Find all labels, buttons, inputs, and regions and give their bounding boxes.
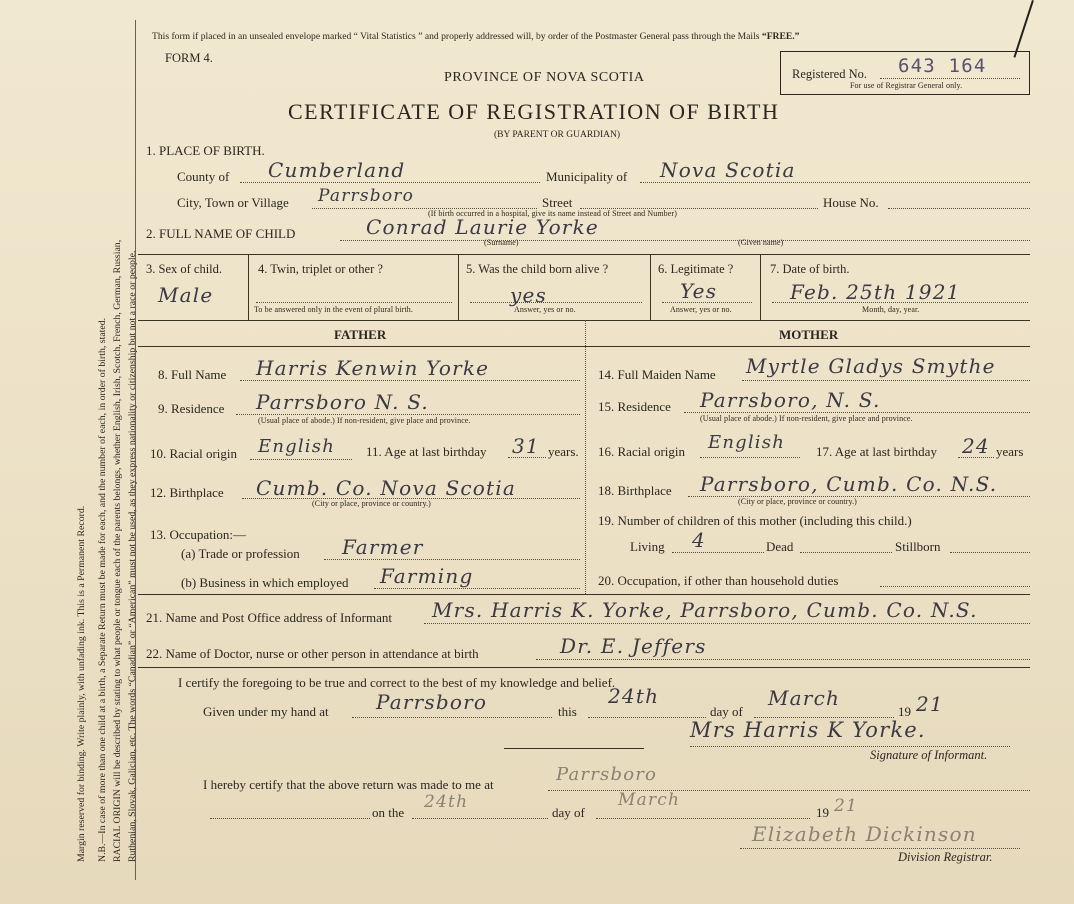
sex-value: Male	[158, 283, 214, 307]
mother-children-label: 19. Number of children of this mother (including this child.)	[598, 513, 912, 528]
father-age-label: 11. Age at last birthday	[366, 444, 487, 459]
mother-age-value: 24	[962, 434, 990, 458]
father-trade-line	[324, 559, 580, 560]
living-line	[672, 552, 764, 553]
given-day-line	[588, 717, 706, 718]
box-divider-3	[650, 254, 651, 320]
mother-residence-label: 15. Residence	[598, 399, 671, 414]
certify-top-rule	[138, 667, 1030, 668]
given-month-value: March	[768, 686, 841, 710]
city-value: Parrsboro	[318, 186, 415, 206]
mother-residence-value: Parrsboro, N. S.	[700, 388, 881, 412]
father-heading: FATHER	[334, 327, 387, 342]
margin-note-binding: Margin reserved for binding. Write plainly, with unfading ink. This is a Permanent Record.	[76, 505, 87, 862]
living-label: Living	[630, 539, 665, 554]
mother-name-label: 14. Full Maiden Name	[598, 367, 716, 382]
box-divider-1	[248, 254, 249, 320]
legitimate-note: Answer, yes or no.	[670, 305, 732, 314]
informant-signature: Mrs Harris K Yorke.	[690, 718, 926, 742]
form-number: FORM 4.	[165, 51, 213, 65]
father-birthplace-label: 12. Birthplace	[150, 485, 224, 500]
registered-note: For use of Registrar General only.	[850, 81, 963, 90]
mother-race-value: English	[708, 432, 785, 453]
father-business-label: (b) Business in which employed	[181, 575, 349, 590]
father-trade-value: Farmer	[342, 535, 424, 559]
page-title: CERTIFICATE OF REGISTRATION OF BIRTH	[288, 99, 780, 124]
mother-occupation-label: 20. Occupation, if other than household duties	[598, 573, 839, 588]
municipality-label: Municipality of	[546, 169, 628, 184]
registrar-signature-label: Division Registrar.	[898, 850, 993, 864]
county-value: Cumberland	[268, 158, 406, 182]
free-mark: “FREE.”	[761, 31, 800, 42]
father-birthplace-note: (City or place, province or country.)	[312, 499, 431, 508]
alive-note: Answer, yes or no.	[514, 305, 576, 314]
registrar-day-line	[412, 818, 548, 819]
registrar-statement: I hereby certify that the above return was made to me at	[203, 777, 494, 792]
father-business-value: Farming	[380, 564, 474, 588]
doctor-line	[536, 659, 1030, 660]
father-name-value: Harris Kenwin Yorke	[256, 356, 490, 380]
mother-heading: MOTHER	[779, 327, 839, 342]
registrar-on-label: on the	[372, 805, 405, 820]
page-subtitle: (BY PARENT OR GUARDIAN)	[494, 130, 621, 140]
father-occupation-label: 13. Occupation:—	[150, 527, 247, 542]
child-name-line	[340, 240, 1030, 241]
stillborn-line	[950, 552, 1030, 553]
parents-divider	[585, 320, 586, 594]
mother-race-label: 16. Racial origin	[598, 444, 686, 459]
municipality-value: Nova Scotia	[660, 158, 796, 182]
registrar-signature: Elizabeth Dickinson	[752, 822, 977, 846]
registered-label: Registered No.	[792, 67, 867, 81]
twin-note: To be answered only in the event of plural birth.	[254, 305, 413, 314]
surname-note: (Surname)	[484, 238, 519, 247]
legitimate-value: Yes	[680, 279, 718, 303]
registrar-place-value: Parrsboro	[556, 764, 658, 785]
registrar-year-prefix: 19	[816, 805, 829, 820]
mother-name-line	[742, 380, 1030, 381]
registered-line	[880, 78, 1020, 79]
box-divider-4	[760, 254, 761, 320]
street-label: Street	[542, 195, 573, 210]
living-value: 4	[692, 528, 706, 552]
registered-number: 643 164	[898, 55, 987, 77]
father-birthplace-value: Cumb. Co. Nova Scotia	[256, 476, 516, 500]
father-race-label: 10. Racial origin	[150, 446, 238, 461]
father-age-value: 31	[512, 434, 540, 458]
margin-note-racial-origin: RACIAL ORIGIN will be described by stating to what people or tongue each of the parents belongs, whether English, Irish, Scotch, French, German, Russian,	[112, 239, 123, 862]
mother-occupation-line	[880, 586, 1030, 587]
postal-note-text: This form if placed in an unsealed envelope marked “ Vital Statistics ” and properly addressed will, by order of the Postmaster General pass through the Mails	[152, 31, 760, 42]
child-name-label: 2. FULL NAME OF CHILD	[146, 226, 296, 241]
mother-age-label: 17. Age at last birthday	[816, 444, 937, 459]
row-bottom-rule	[138, 320, 1030, 321]
informant-signature-label: Signature of Informant.	[870, 748, 988, 762]
parents-bottom-rule	[138, 594, 1030, 595]
given-label: Given under my hand at	[203, 704, 329, 719]
day-of-label: day of	[710, 704, 743, 719]
twin-label: 4. Twin, triplet or other ?	[258, 262, 383, 276]
binding-margin-rule	[135, 20, 136, 880]
registrar-day-of-label: day of	[552, 805, 585, 820]
margin-note-racial-origin-cont: Ruthenian, Slovak, Galician, etc. The words “Canadian” or “American” must not be used, as they express nationality or citizenship but not a race or people.	[127, 250, 138, 862]
dead-label: Dead	[766, 539, 794, 554]
alive-line	[470, 302, 642, 303]
mother-residence-note: (Usual place of abode.) If non-resident, give place and province.	[700, 414, 913, 423]
dob-value: Feb. 25th 1921	[790, 280, 961, 304]
province-heading: PROVINCE OF NOVA SCOTIA	[444, 70, 645, 85]
father-race-value: English	[258, 436, 335, 457]
given-place-value: Parrsboro	[376, 690, 488, 714]
mother-birthplace-value: Parrsboro, Cumb. Co. N.S.	[700, 472, 998, 496]
house-line	[888, 208, 1030, 209]
margin-note-multiple-births: N.B.—In case of more than one child at a birth, a Separate Return must be made for each, and the number of each, in order of birth, stated.	[97, 317, 108, 862]
this-label: this	[558, 704, 577, 719]
alive-value: yes	[510, 283, 547, 307]
certify-statement: I certify the foregoing to be true and correct to the best of my knowledge and belief.	[178, 675, 616, 690]
registrar-month-line	[596, 818, 810, 819]
twin-line	[256, 302, 452, 303]
row-top-rule	[138, 254, 1030, 255]
registrar-day-value: 24th	[424, 792, 469, 812]
mother-residence-line	[684, 412, 1030, 413]
given-year-prefix: 19	[898, 704, 911, 719]
informant-line	[424, 623, 1030, 624]
mother-birthplace-note: (City or place, province or country.)	[738, 497, 857, 506]
father-trade-label: (a) Trade or profession	[181, 546, 300, 561]
father-name-label: 8. Full Name	[158, 367, 227, 382]
short-divider	[504, 748, 644, 749]
doctor-label: 22. Name of Doctor, nurse or other person in attendance at birth	[146, 646, 479, 661]
mother-years-label: years	[996, 444, 1024, 459]
father-residence-note: (Usual place of abode.) If non-resident, give place and province.	[258, 416, 471, 425]
given-place-line	[352, 717, 552, 718]
registrar-signature-line	[740, 848, 1020, 849]
registrar-date-prefix-line	[210, 818, 370, 819]
hospital-note: (If birth occurred in a hospital, give its name instead of Street and Number)	[428, 209, 677, 218]
stillborn-label: Stillborn	[895, 539, 941, 554]
dob-label: 7. Date of birth.	[770, 262, 850, 276]
registrar-month-value: March	[618, 790, 681, 810]
registrar-year-value: 21	[834, 796, 859, 816]
informant-value: Mrs. Harris K. Yorke, Parrsboro, Cumb. Co. N.S.	[432, 598, 978, 622]
mother-race-line	[700, 457, 800, 458]
dead-line	[800, 552, 892, 553]
father-race-line	[250, 459, 352, 460]
given-name-note: (Given name)	[738, 238, 784, 247]
dob-note: Month, day, year.	[862, 305, 920, 314]
municipality-line	[640, 182, 1030, 183]
informant-signature-line	[690, 746, 1010, 747]
father-residence-line	[236, 414, 580, 415]
house-label: House No.	[823, 195, 879, 210]
place-section-label: 1. PLACE OF BIRTH.	[146, 143, 265, 158]
legitimate-label: 6. Legitimate ?	[658, 262, 734, 276]
father-business-line	[374, 588, 580, 589]
given-year-value: 21	[916, 692, 944, 716]
child-name-value: Conrad Laurie Yorke	[366, 215, 599, 239]
mother-name-value: Myrtle Gladys Smythe	[746, 354, 996, 378]
county-line	[240, 182, 540, 183]
father-years-label: years.	[548, 444, 579, 459]
city-label: City, Town or Village	[177, 195, 289, 210]
top-postal-note	[152, 31, 799, 42]
father-residence-value: Parrsboro N. S.	[256, 390, 429, 414]
parents-heading-rule	[138, 346, 1030, 347]
mother-birthplace-label: 18. Birthplace	[598, 483, 672, 498]
father-residence-label: 9. Residence	[158, 401, 225, 416]
given-day-value: 24th	[608, 684, 660, 708]
sex-label: 3. Sex of child.	[146, 262, 223, 276]
box-divider-2	[458, 254, 459, 320]
county-label: County of	[177, 169, 230, 184]
doctor-value: Dr. E. Jeffers	[560, 634, 707, 658]
informant-label: 21. Name and Post Office address of Informant	[146, 610, 392, 625]
father-name-line	[240, 380, 580, 381]
alive-label: 5. Was the child born alive ?	[466, 262, 609, 276]
